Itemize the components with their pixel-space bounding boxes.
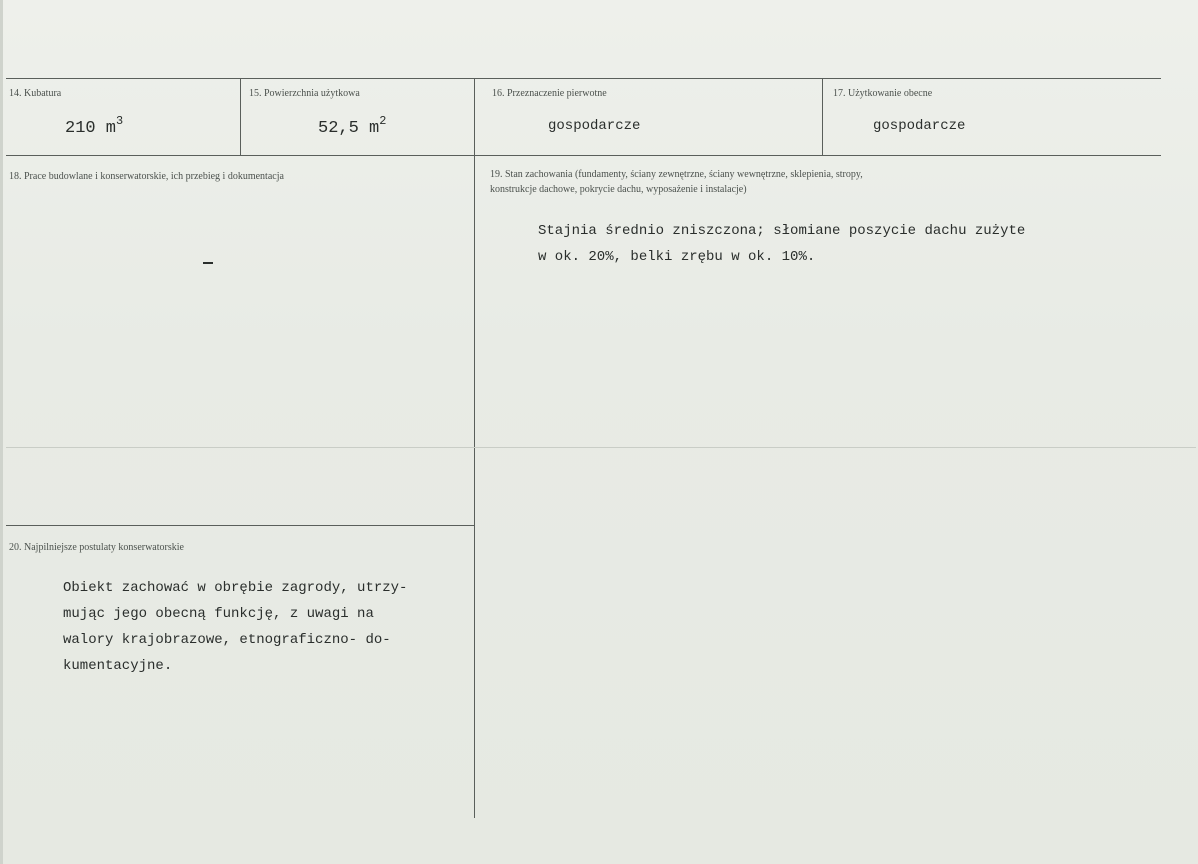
field-19-text-line2: w ok. 20%, belki zrębu w ok. 10%. xyxy=(538,249,816,265)
field-17-label: 17. Użytkowanie obecne xyxy=(833,88,933,99)
field-15-label: 15. Powierzchnia użytkowa xyxy=(249,88,360,99)
row-top-border xyxy=(6,78,1161,79)
field-14-label: 14. Kubatura xyxy=(9,88,62,99)
field-14-number: 210 m xyxy=(65,119,117,138)
field-20-line-3: walory krajobrazowe, etnograficzno- do- xyxy=(63,632,391,648)
field-16-value: gospodarcze xyxy=(548,118,641,134)
field-19-label-line1: 19. Stan zachowania (fundamenty, ściany zewnętrzne, ściany wewnętrzne, sklepienia, stropy, xyxy=(490,169,863,180)
field-20-line-2: mując jego obecną funkcję, z uwagi na xyxy=(63,606,374,622)
field-14-unit-exp: 3 xyxy=(116,114,124,128)
faint-line xyxy=(6,447,1196,448)
field-17-value: gospodarcze xyxy=(873,118,966,134)
field-19-text-line1: Stajnia średnio zniszczona; słomiane poszycie dachu zużyte xyxy=(538,223,1026,239)
col-divider-2 xyxy=(474,78,475,818)
field-16-label: 16. Przeznaczenie pierwotne xyxy=(492,88,607,99)
field-14-value xyxy=(65,114,123,138)
field-19-label-line2: konstrukcje dachowe, pokrycie dachu, wyposażenie i instalacje) xyxy=(490,184,747,195)
field-20-line-4: kumentacyjne. xyxy=(63,658,173,674)
field-20-line-1: Obiekt zachować w obrębie zagrody, utrzy- xyxy=(63,580,408,596)
col-divider-1 xyxy=(240,78,241,155)
field-15-value xyxy=(318,114,386,138)
section-divider-left xyxy=(6,525,474,526)
row-divider xyxy=(6,155,1161,156)
field-18-label: 18. Prace budowlane i konserwatorskie, ich przebieg i dokumentacja xyxy=(9,171,284,182)
field-20-label: 20. Najpilniejsze postulaty konserwatorskie xyxy=(9,542,184,553)
field-15-unit-exp: 2 xyxy=(379,114,387,128)
field-15-number: 52,5 m xyxy=(318,119,380,138)
col-divider-3 xyxy=(822,78,823,155)
field-18-value-dash xyxy=(203,262,213,264)
